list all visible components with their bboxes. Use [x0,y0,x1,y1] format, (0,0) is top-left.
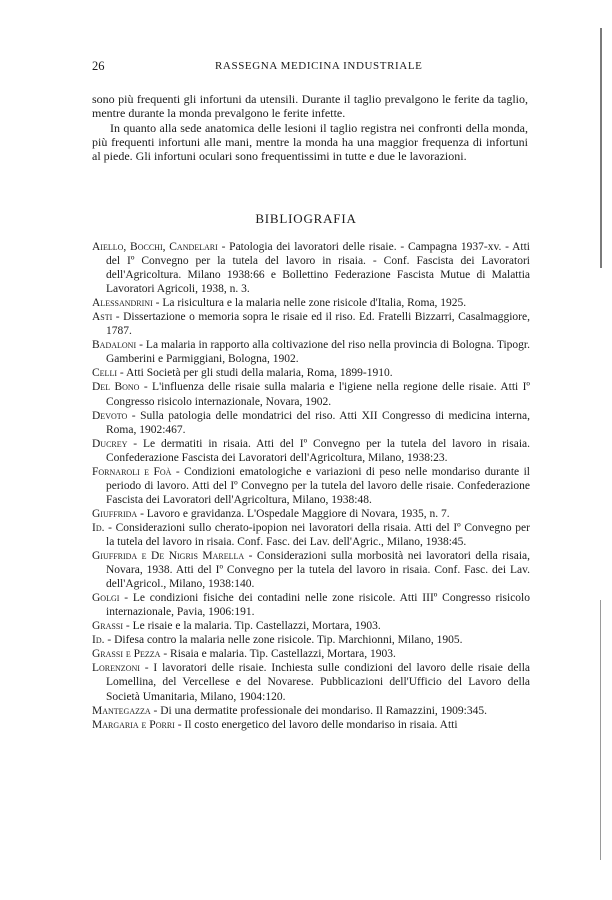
body-text [92,92,528,163]
bibliography-list [92,240,530,732]
entry-text: - L'influenza delle risaie sulla malaria e l'igiene nella regione delle risaie. Atti Iº Congresso risicolo internazionale, Novara, 1902. [106,381,530,408]
bibliography-entry [92,240,530,296]
bibliography-entry [92,591,530,619]
entry-author: Ducrey [92,437,128,450]
bibliography-entry [92,619,530,633]
entry-text: - Dissertazione o memoria sopra le risaie ed il riso. Ed. Fratelli Bizzarri, Casalmaggiore, 1787. [106,311,530,338]
bibliography-entry [92,549,530,591]
scan-edge-line [600,28,602,268]
bibliography-entry [92,465,530,507]
entry-text: - Difesa contro la malaria nelle zone risicole. Tip. Marchionni, Milano, 1905. [104,634,463,647]
entry-text: - Lavoro e gravidanza. L'Ospedale Maggiore di Novara, 1935, n. 7. [137,507,450,520]
entry-text: - Considerazioni sullo cherato-ipopion nei lavoratori della risaia. Atti del Iº Convegno per la tutela del lavoro in risaia. Conf. Fasc. dei Lav. dell'Agric., Milano, 1938:45. [104,521,530,548]
entry-text: - La malaria in rapporto alla coltivazione del riso nella provincia di Bologna. Tipogr. Gamberini e Parmiggiani, Bologna, 1902. [106,339,530,366]
bibliography-entry [92,366,530,380]
entry-author: Golgi [92,592,120,605]
entry-author: Celli [92,367,117,380]
bibliography-entry [92,661,530,703]
entry-text: - I lavoratori delle risaie. Inchiesta sulle condizioni del lavoro delle risaie della Lomellina, del Vercellese e del Novarese. Pubblicazioni dell'Ufficio del Lavoro della Società Umanitaria, Milano, 1904:120. [106,662,530,703]
entry-text: - Di una dermatite professionale dei mondariso. Il Ramazzini, 1909:345. [150,704,487,717]
section-title: BIBLIOGRAFIA [255,211,357,226]
entry-text: - Patologia dei lavoratori delle risaie. - Campagna 1937-xv. - Atti del Iº Convegno per la tutela del lavoro in risaia. - Conf. Fascista dei Lavoratori dell'Agricoltura. Milano 1938:66 e Bollettino Federazione Fascista Mutue di Malattia Lavoratori Agricoli, 1938, n. 3. [106,241,530,296]
entry-text: - Le condizioni fisiche dei contadini nelle zone risicole. Atti IIIº Congresso risicolo internazionale, Pavia, 1906:191. [106,592,530,619]
entry-text: - Le dermatiti in risaia. Atti del Iº Convegno per la tutela del lavoro in risaia. Confederazione Fascista dei Lavoratori dell'Agricoltura, Milano, 1938:23. [106,437,530,464]
entry-author: Alessandrini [92,297,153,310]
entry-author: Id. [92,521,105,534]
bibliography-entry [92,437,530,465]
paragraph: sono più frequenti gli infortuni da utensili. Durante il taglio prevalgono le ferite da taglio, mentre durante la monda prevalgono le ferite infette. [92,92,528,121]
entry-author: Grassi e Pezza [92,648,161,661]
entry-text: - Atti Società per gli studi della malaria, Roma, 1899-1910. [117,367,393,380]
entry-author: Aiello, Bocchi, Candelari [92,241,218,253]
entry-author: Lorenzoni [92,662,140,675]
entry-text: - Risaia e malaria. Tip. Castellazzi, Mortara, 1903. [160,648,396,661]
page-number: 26 [92,59,105,73]
entry-author: Giuffrida e De Nigris Marella [92,550,245,563]
entry-text: - Condizioni ematologiche e variazioni di peso nelle mondariso durante il periodo di lavoro. Atti del Iº Convegno per la tutela del lavoro delle risaie. Confederazione Fascista dei Lavoratori dell'Agricoltura, Milano, 1938:48. [106,465,530,506]
bibliography-entry [92,310,530,338]
entry-author: Margaria e Porri [92,718,175,731]
entry-text: - La risicultura e la malaria nelle zone risicole d'Italia, Roma, 1925. [152,297,467,310]
entry-text: - Considerazioni sulla morbosità nei lavoratori della risaia, Novara, 1938. Atti del Iº Convegno per la tutela del lavoro in risaia. Conf. Fasc. dei Lav. dell'Agricol., Milano, 1938:140. [106,550,531,591]
bibliography-entry [92,380,530,408]
entry-text: - Il costo energetico del lavoro delle mondariso in risaia. Atti [174,718,458,731]
entry-author: Asti [92,311,113,324]
scan-edge-line [600,600,601,860]
bibliography-entry [92,633,530,647]
entry-author: Id. [92,634,105,647]
entry-author: Grassi [92,620,123,633]
entry-author: Fornaroli e Foà [92,465,172,478]
bibliography-entry [92,507,530,521]
entry-author: Devoto [92,409,128,422]
entry-text: - Le risaie e la malaria. Tip. Castellazzi, Mortara, 1903. [122,620,381,633]
bibliography-entry [92,647,530,661]
bibliography-entry [92,338,530,366]
running-head: RASSEGNA MEDICINA INDUSTRIALE [215,60,423,72]
bibliography-entry [92,296,530,310]
entry-author: Mantegazza [92,704,151,717]
entry-text: - Sulla patologia delle mondatrici del riso. Atti XII Congresso di medicina interna, Roma, 1902:467. [106,409,530,436]
entry-author: Badaloni [92,339,137,352]
paragraph: In quanto alla sede anatomica delle lesioni il taglio registra nei confronti della monda, più frequenti infortuni alle mani, mentre la monda ha una maggior frequenza di infortuni al piede. Gli infortuni oculari sono frequentissimi in tutte e due le lavorazioni. [92,120,528,164]
bibliography-entry [92,521,530,549]
bibliography-entry [92,409,530,437]
entry-author: Giuffrida [92,507,138,520]
bibliography-entry [92,704,530,718]
entry-author: Del Bono [92,381,140,394]
bibliography-entry [92,718,530,732]
